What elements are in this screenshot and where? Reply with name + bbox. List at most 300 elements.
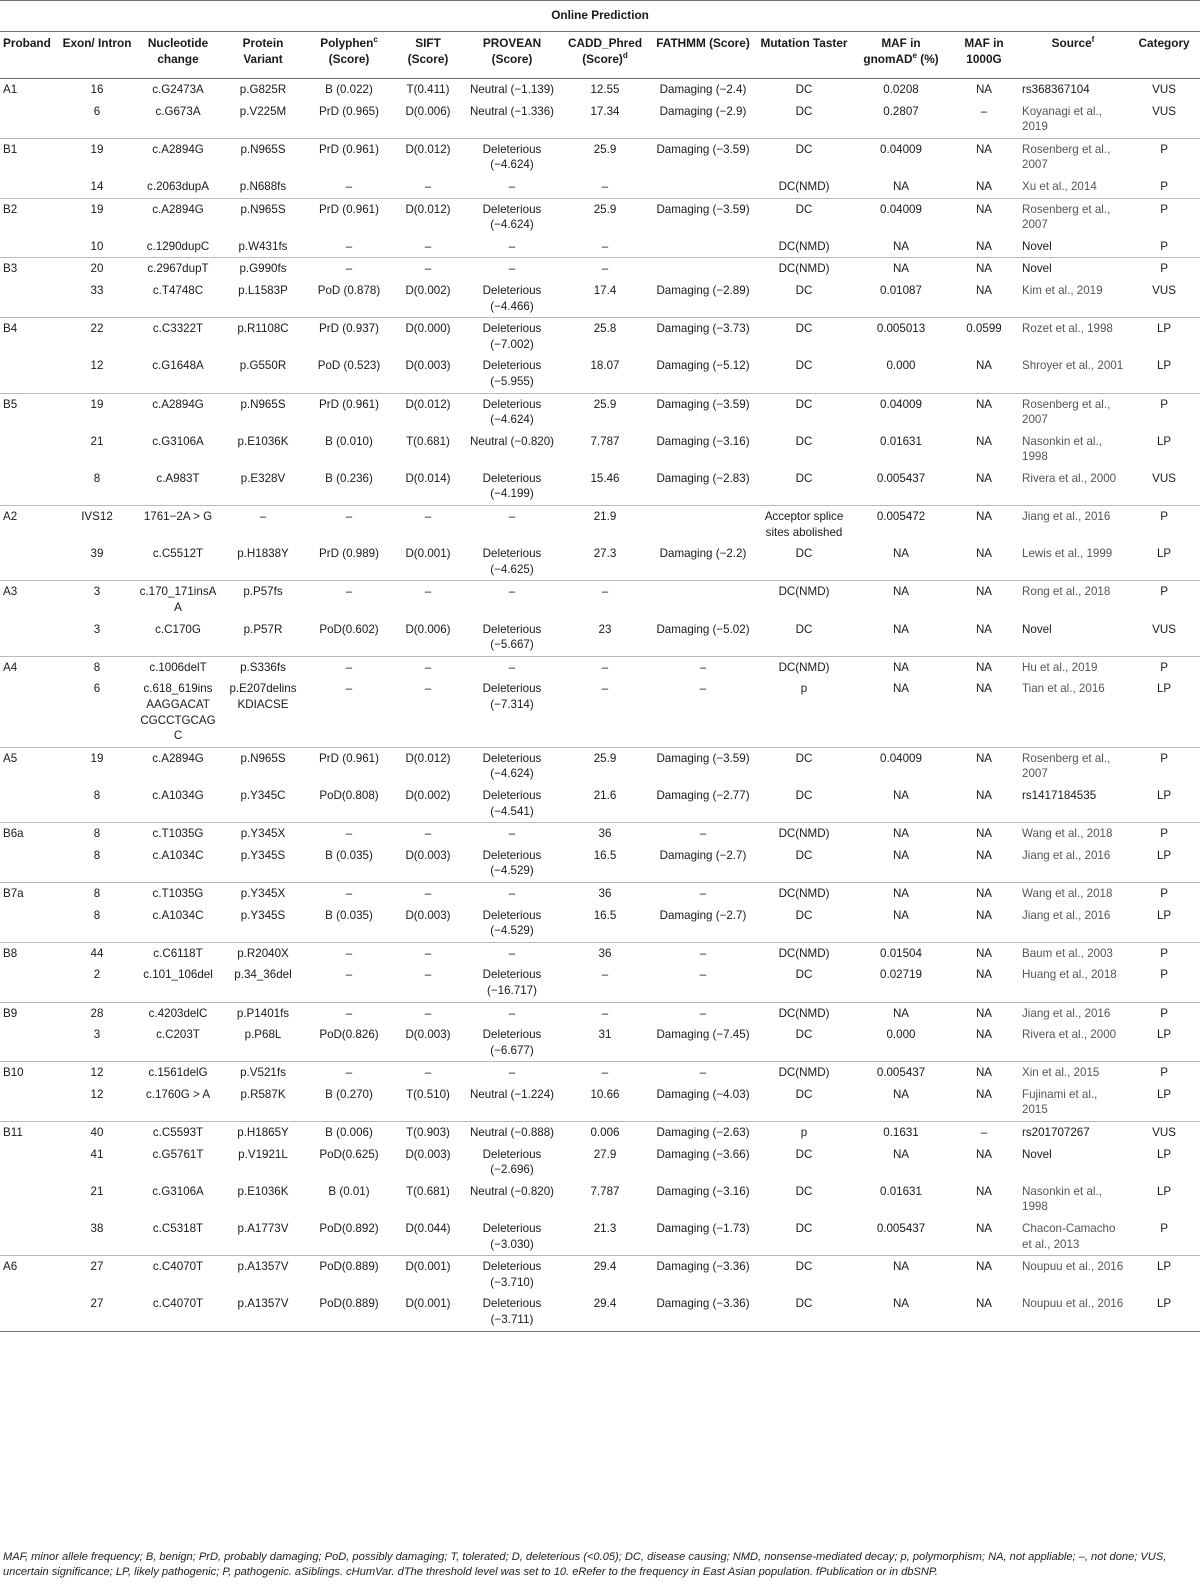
sift-cell: D(0.001) (405, 547, 451, 561)
provean-cell: Neutral (−0.888) (464, 1122, 560, 1144)
category-cell: P (1128, 882, 1200, 904)
proband-cell (0, 905, 58, 943)
cadd-cell: 36 (560, 823, 650, 845)
nucleotide-cell: c.170_171insAA (136, 581, 220, 619)
provean-cell: Neutral (−1.224) (469, 1087, 555, 1101)
sift-cell: D(0.003) (405, 908, 451, 922)
provean-cell: Deleterious (−4.624) (464, 138, 560, 176)
protein-cell: p.H1838Y (237, 547, 289, 561)
gnomad-cell: 0.01504 (852, 942, 950, 964)
mutation-taster-cell: DC (756, 198, 852, 236)
cadd-cell: 25.9 (560, 393, 650, 431)
cadd-cell: 25.9 (560, 198, 650, 236)
source-cell: Jiang et al., 2016 (1022, 908, 1111, 922)
mutation-taster-cell: DC (795, 1028, 813, 1042)
source-cell: Jiang et al., 2016 (1018, 1002, 1128, 1024)
g1000-cell: NA (975, 239, 993, 253)
nucleotide-cell: c.C170G (155, 622, 201, 636)
g1000-cell: NA (975, 682, 993, 696)
protein-cell: p.L1583P (238, 283, 288, 297)
exon-cell: 40 (58, 1122, 136, 1144)
mutation-taster-cell: Acceptor splice sites abolished (756, 506, 852, 544)
sift-cell: D(0.003) (405, 848, 451, 862)
polyphen-cell: – (306, 258, 392, 280)
protein-cell: p.R1108C (220, 318, 306, 356)
provean-cell: – (464, 1002, 560, 1024)
fathmm-cell: Damaging (−3.59) (650, 198, 756, 236)
g1000-cell: NA (975, 968, 993, 982)
fathmm-cell: Damaging (−1.73) (656, 1222, 750, 1236)
source-cell: Xu et al., 2014 (1022, 179, 1097, 193)
column-header: Protein Variant (220, 32, 306, 79)
nucleotide-cell: c.A1034C (152, 848, 204, 862)
category-cell: P (1128, 823, 1200, 845)
fathmm-cell: Damaging (−3.36) (650, 1293, 756, 1331)
nucleotide-cell: c.101_106del (143, 968, 213, 982)
cadd-cell: 21.9 (560, 506, 650, 544)
provean-cell: Deleterious (−4.529) (482, 848, 542, 878)
mutation-taster-cell: DC(NMD) (756, 1002, 852, 1024)
polyphen-cell: – (345, 179, 353, 193)
fathmm-cell: Damaging (−2.63) (650, 1122, 756, 1144)
nucleotide-cell: c.T4748C (152, 283, 204, 297)
cadd-cell: – (560, 1002, 650, 1024)
source-cell: Rivera et al., 2000 (1022, 471, 1117, 485)
sift-cell: – (392, 656, 464, 678)
mutation-taster-cell: DC (795, 471, 813, 485)
column-header: CADD_Phred (Score)$^d$ (560, 32, 650, 79)
mutation-taster-cell: DC(NMD) (756, 581, 852, 619)
mutation-taster-cell: DC (756, 393, 852, 431)
mutation-taster-cell: DC (795, 1222, 813, 1236)
cadd-cell: 36 (560, 942, 650, 964)
protein-cell: p.A1773V (237, 1222, 289, 1236)
sift-cell: – (392, 823, 464, 845)
provean-cell: Deleterious (−4.624) (464, 393, 560, 431)
nucleotide-cell: c.G3106A (152, 434, 204, 448)
cadd-cell: 17.4 (593, 283, 617, 297)
fathmm-cell: Damaging (−3.59) (650, 138, 756, 176)
g1000-cell: NA (975, 908, 993, 922)
gnomad-cell: 0.02719 (880, 968, 922, 982)
nucleotide-cell: c.G673A (155, 104, 201, 118)
table-row (0, 1144, 1200, 1181)
provean-cell: – (464, 258, 560, 280)
polyphen-cell: B (0.010) (325, 434, 373, 448)
mutation-taster-cell: DC (756, 138, 852, 176)
column-header: Proband (0, 32, 58, 79)
polyphen-cell: PrD (0.961) (306, 198, 392, 236)
mutation-taster-cell: DC (795, 104, 813, 118)
cadd-cell: 29.4 (560, 1256, 650, 1294)
protein-cell: p.N965S (220, 393, 306, 431)
polyphen-cell: PoD(0.892) (319, 1222, 379, 1236)
polyphen-cell: – (306, 506, 392, 544)
table-row (0, 318, 1200, 356)
provean-cell: Deleterious (−2.696) (482, 1147, 542, 1177)
proband-cell (0, 543, 58, 581)
fathmm-cell: Damaging (−3.16) (656, 434, 750, 448)
table-row (0, 785, 1200, 823)
cadd-cell: 25.8 (560, 318, 650, 356)
protein-cell: p.Y345S (240, 908, 286, 922)
exon-cell: 2 (93, 968, 101, 982)
gnomad-cell: 0.1631 (852, 1122, 950, 1144)
g1000-cell: NA (975, 788, 993, 802)
polyphen-cell: PrD (0.961) (306, 393, 392, 431)
source-cell: Novel (1022, 239, 1052, 253)
source-cell: Lewis et al., 1999 (1022, 547, 1113, 561)
gnomad-cell: 0.2807 (883, 104, 919, 118)
exon-cell: 19 (58, 747, 136, 785)
cadd-cell: 7.787 (590, 1184, 620, 1198)
fathmm-cell: Damaging (−2.89) (656, 283, 750, 297)
table-row (0, 1024, 1200, 1062)
source-cell: Rosenberg et al., 2007 (1018, 393, 1128, 431)
gnomad-cell: 0.000 (886, 359, 916, 373)
sift-cell: D(0.001) (392, 1293, 464, 1331)
g1000-cell: – (950, 1122, 1018, 1144)
column-header: Source$^f$ (1018, 32, 1128, 79)
category-cell: LP (1156, 682, 1172, 696)
gnomad-cell: 0.01087 (880, 283, 922, 297)
category-cell: LP (1156, 547, 1172, 561)
provean-cell: – (464, 882, 560, 904)
fathmm-cell: – (650, 656, 756, 678)
proband-cell: B9 (0, 1002, 58, 1024)
proband-cell: B4 (0, 318, 58, 356)
g1000-cell: NA (950, 258, 1018, 280)
fathmm-cell: Damaging (−3.16) (656, 1184, 750, 1198)
table-row (0, 198, 1200, 236)
sift-cell: – (392, 942, 464, 964)
fathmm-cell: Damaging (−5.02) (656, 622, 750, 636)
source-cell: Novel (1018, 258, 1128, 280)
proband-cell: A4 (0, 656, 58, 678)
sift-cell: – (424, 179, 432, 193)
table-row (0, 101, 1200, 139)
protein-cell: p.V521fs (220, 1062, 306, 1084)
exon-cell: 19 (58, 138, 136, 176)
nucleotide-cell: c.G2473A (136, 79, 220, 101)
column-header: MAF in gnomAD$^e$ (%) (852, 32, 950, 79)
fathmm-cell: Damaging (−5.12) (656, 359, 750, 373)
exon-cell: 27 (58, 1293, 136, 1331)
g1000-cell: NA (950, 1002, 1018, 1024)
exon-cell: 12 (90, 359, 104, 373)
cadd-cell: 10.66 (590, 1087, 620, 1101)
table-row (0, 543, 1200, 581)
category-cell: LP (1156, 434, 1172, 448)
protein-cell: p.N965S (220, 138, 306, 176)
cadd-cell: 7.787 (590, 434, 620, 448)
nucleotide-cell: c.T1035G (136, 823, 220, 845)
polyphen-cell: PoD(0.889) (306, 1293, 392, 1331)
proband-cell: A1 (0, 79, 58, 101)
source-cell: Xin et al., 2015 (1018, 1062, 1128, 1084)
fathmm-cell: Damaging (−3.59) (650, 393, 756, 431)
fathmm-cell: Damaging (−2.77) (656, 788, 750, 802)
fathmm-cell (650, 176, 756, 198)
column-header: MAF in 1000G (950, 32, 1018, 79)
source-cell: Rosenberg et al., 2007 (1018, 747, 1128, 785)
protein-cell: p.N965S (220, 198, 306, 236)
polyphen-cell: PoD(0.625) (319, 1147, 379, 1161)
source-cell: Rong et al., 2018 (1018, 581, 1128, 619)
g1000-cell: NA (950, 138, 1018, 176)
sift-cell: T(0.411) (392, 79, 464, 101)
protein-cell: p.E207delins KDIACSE (229, 682, 297, 711)
gnomad-cell: NA (892, 788, 910, 802)
source-cell: Rozet et al., 1998 (1018, 318, 1128, 356)
cadd-cell: 17.34 (590, 104, 620, 118)
category-cell: P (1160, 179, 1168, 193)
table-row (0, 656, 1200, 678)
column-header: Polyphen$^c$ (Score) (306, 32, 392, 79)
exon-cell: 44 (58, 942, 136, 964)
exon-cell: 6 (93, 104, 101, 118)
proband-cell (0, 431, 58, 468)
nucleotide-cell: c.A983T (156, 471, 200, 485)
mutation-taster-cell: DC (756, 1293, 852, 1331)
table-body (0, 79, 1200, 1332)
g1000-cell: NA (950, 198, 1018, 236)
gnomad-cell: NA (852, 581, 950, 619)
fathmm-cell: Damaging (−3.36) (650, 1256, 756, 1294)
nucleotide-cell: c.1006delT (136, 656, 220, 678)
gnomad-cell: NA (892, 239, 910, 253)
g1000-cell: NA (975, 1184, 993, 1198)
polyphen-cell: B (0.236) (325, 471, 373, 485)
cadd-cell: – (560, 1062, 650, 1084)
source-cell: rs368367104 (1018, 79, 1128, 101)
category-cell: P (1128, 1002, 1200, 1024)
polyphen-cell: – (306, 1002, 392, 1024)
category-cell: LP (1156, 1087, 1172, 1101)
provean-cell: Neutral (−1.139) (464, 79, 560, 101)
table-row (0, 258, 1200, 280)
protein-cell: p.W431fs (238, 239, 288, 253)
fathmm-cell: – (650, 1002, 756, 1024)
category-cell: P (1160, 968, 1168, 982)
g1000-cell: 0.0599 (950, 318, 1018, 356)
source-cell: Jiang et al., 2016 (1022, 848, 1111, 862)
protein-cell: p.Y345C (240, 788, 286, 802)
column-header: Nucleotide change (136, 32, 220, 79)
nucleotide-cell: c.1290dupC (146, 239, 210, 253)
sift-cell: D(0.002) (405, 283, 451, 297)
gnomad-cell: 0.0208 (852, 79, 950, 101)
g1000-cell: NA (950, 656, 1018, 678)
gnomad-cell: NA (892, 1147, 910, 1161)
sift-cell: – (392, 1002, 464, 1024)
g1000-cell: NA (950, 581, 1018, 619)
provean-cell: – (464, 656, 560, 678)
proband-cell (0, 1218, 58, 1256)
nucleotide-cell: c.2967dupT (136, 258, 220, 280)
cadd-cell: 36 (560, 882, 650, 904)
nucleotide-cell: c.G1648A (152, 359, 204, 373)
polyphen-cell: PrD (0.989) (319, 547, 379, 561)
fathmm-cell: Damaging (−3.73) (650, 318, 756, 356)
protein-cell: p.E1036K (237, 434, 289, 448)
fathmm-cell (650, 258, 756, 280)
proband-cell: B2 (0, 198, 58, 236)
gnomad-cell: NA (892, 547, 910, 561)
exon-cell: 22 (58, 318, 136, 356)
exon-cell: 19 (58, 198, 136, 236)
provean-cell: – (508, 179, 516, 193)
category-cell: VUS (1152, 622, 1176, 636)
mutation-taster-cell: DC(NMD) (778, 239, 830, 253)
proband-cell (0, 468, 58, 506)
source-cell: Koyanagi et al., 2019 (1022, 104, 1102, 134)
polyphen-cell: PoD (0.878) (317, 283, 381, 297)
fathmm-cell: Damaging (−2.7) (659, 908, 747, 922)
polyphen-cell: – (306, 581, 392, 619)
proband-cell (0, 1293, 58, 1331)
fathmm-cell: Damaging (−2.2) (659, 547, 747, 561)
fathmm-cell: – (650, 942, 756, 964)
exon-cell: 8 (58, 823, 136, 845)
gnomad-cell: NA (892, 848, 910, 862)
protein-cell: – (220, 506, 306, 544)
table-row (0, 747, 1200, 785)
polyphen-cell: – (345, 239, 353, 253)
fathmm-cell (650, 236, 756, 258)
category-cell: LP (1128, 1293, 1200, 1331)
provean-cell: Deleterious (−7.002) (464, 318, 560, 356)
g1000-cell: NA (950, 882, 1018, 904)
g1000-cell: NA (975, 179, 993, 193)
protein-cell: p.Y345X (220, 823, 306, 845)
column-header: Category (1128, 32, 1200, 79)
table-row (0, 1122, 1200, 1144)
protein-cell: p.Y345S (240, 848, 286, 862)
mutation-taster-cell: DC (756, 318, 852, 356)
polyphen-cell: – (345, 682, 353, 696)
protein-cell: p.A1357V (220, 1256, 306, 1294)
nucleotide-cell: c.G5761T (152, 1147, 204, 1161)
sift-cell: T(0.681) (406, 434, 450, 448)
source-cell: Noupuu et al., 2016 (1018, 1256, 1128, 1294)
exon-cell: 19 (58, 393, 136, 431)
category-cell: VUS (1128, 1122, 1200, 1144)
nucleotide-cell: c.T1035G (136, 882, 220, 904)
mutation-taster-cell: DC (756, 1256, 852, 1294)
gnomad-cell: NA (852, 1293, 950, 1331)
proband-cell (0, 678, 58, 747)
table-row (0, 468, 1200, 506)
table-row (0, 236, 1200, 258)
table-row (0, 1181, 1200, 1218)
provean-cell: Deleterious (−3.030) (482, 1222, 542, 1251)
proband-cell: A5 (0, 747, 58, 785)
nucleotide-cell: c.4203delC (136, 1002, 220, 1024)
mutation-taster-cell: DC(NMD) (756, 882, 852, 904)
protein-cell: p.P68L (244, 1028, 282, 1042)
exon-cell: 8 (93, 908, 101, 922)
exon-cell: 38 (90, 1222, 104, 1236)
gnomad-cell: 0.005437 (852, 1062, 950, 1084)
proband-cell (0, 845, 58, 883)
table-row (0, 845, 1200, 883)
sift-cell: D(0.000) (392, 318, 464, 356)
column-header: Exon/ Intron (58, 32, 136, 79)
protein-cell: p.R2040X (220, 942, 306, 964)
gnomad-cell: NA (892, 908, 910, 922)
table-row (0, 138, 1200, 176)
category-cell: VUS (1152, 471, 1176, 485)
table-row (0, 506, 1200, 544)
cadd-cell: 27.3 (593, 547, 617, 561)
exon-cell: 8 (58, 882, 136, 904)
g1000-cell: NA (975, 283, 993, 297)
category-cell: P (1160, 239, 1168, 253)
exon-cell: 16 (58, 79, 136, 101)
category-cell: P (1128, 138, 1200, 176)
source-cell: Shroyer et al., 2001 (1022, 359, 1124, 373)
table-row (0, 1062, 1200, 1084)
category-cell: LP (1156, 1184, 1172, 1198)
sift-cell: D(0.006) (405, 104, 451, 118)
polyphen-cell: B (0.035) (325, 908, 373, 922)
category-cell: LP (1156, 1147, 1172, 1161)
gnomad-cell: NA (892, 622, 910, 636)
g1000-cell: NA (950, 506, 1018, 544)
sift-cell: T(0.510) (406, 1087, 450, 1101)
exon-cell: 3 (93, 622, 101, 636)
sift-cell: – (424, 968, 432, 982)
g1000-cell: NA (975, 848, 993, 862)
fathmm-cell: Damaging (−7.45) (656, 1028, 750, 1042)
table-row (0, 581, 1200, 619)
category-cell: P (1128, 393, 1200, 431)
provean-cell: – (464, 581, 560, 619)
protein-cell: p.G550R (239, 359, 287, 373)
mutation-taster-cell: DC (795, 908, 813, 922)
provean-cell: Neutral (−0.820) (469, 434, 555, 448)
table-row (0, 1002, 1200, 1024)
nucleotide-cell: c.C5512T (152, 547, 204, 561)
source-cell: Hu et al., 2019 (1018, 656, 1128, 678)
table-row (0, 619, 1200, 657)
sift-cell: T(0.681) (406, 1184, 450, 1198)
sift-cell: D(0.003) (405, 1147, 451, 1161)
g1000-cell: NA (975, 622, 993, 636)
g1000-cell: NA (950, 1293, 1018, 1331)
category-cell: VUS (1152, 283, 1176, 297)
provean-cell: Deleterious (−4.541) (482, 788, 542, 818)
category-cell: LP (1156, 1028, 1172, 1042)
gnomad-cell: 0.005013 (852, 318, 950, 356)
proband-cell (0, 1181, 58, 1218)
cadd-cell: 18.07 (590, 359, 620, 373)
protein-cell: p.P57fs (220, 581, 306, 619)
polyphen-cell: – (306, 823, 392, 845)
protein-cell: p.N688fs (239, 179, 287, 193)
mutation-taster-cell: DC (795, 434, 813, 448)
cadd-cell: – (601, 682, 609, 696)
source-cell: Baum et al., 2003 (1018, 942, 1128, 964)
gnomad-cell: NA (852, 1002, 950, 1024)
source-cell: Nasonkin et al., 1998 (1022, 434, 1102, 464)
mutation-taster-cell: p (800, 682, 808, 696)
fathmm-cell: Damaging (−4.03) (656, 1087, 750, 1101)
proband-cell: B7a (0, 882, 58, 904)
proband-cell: B6a (0, 823, 58, 845)
provean-cell: Deleterious (−4.624) (464, 747, 560, 785)
